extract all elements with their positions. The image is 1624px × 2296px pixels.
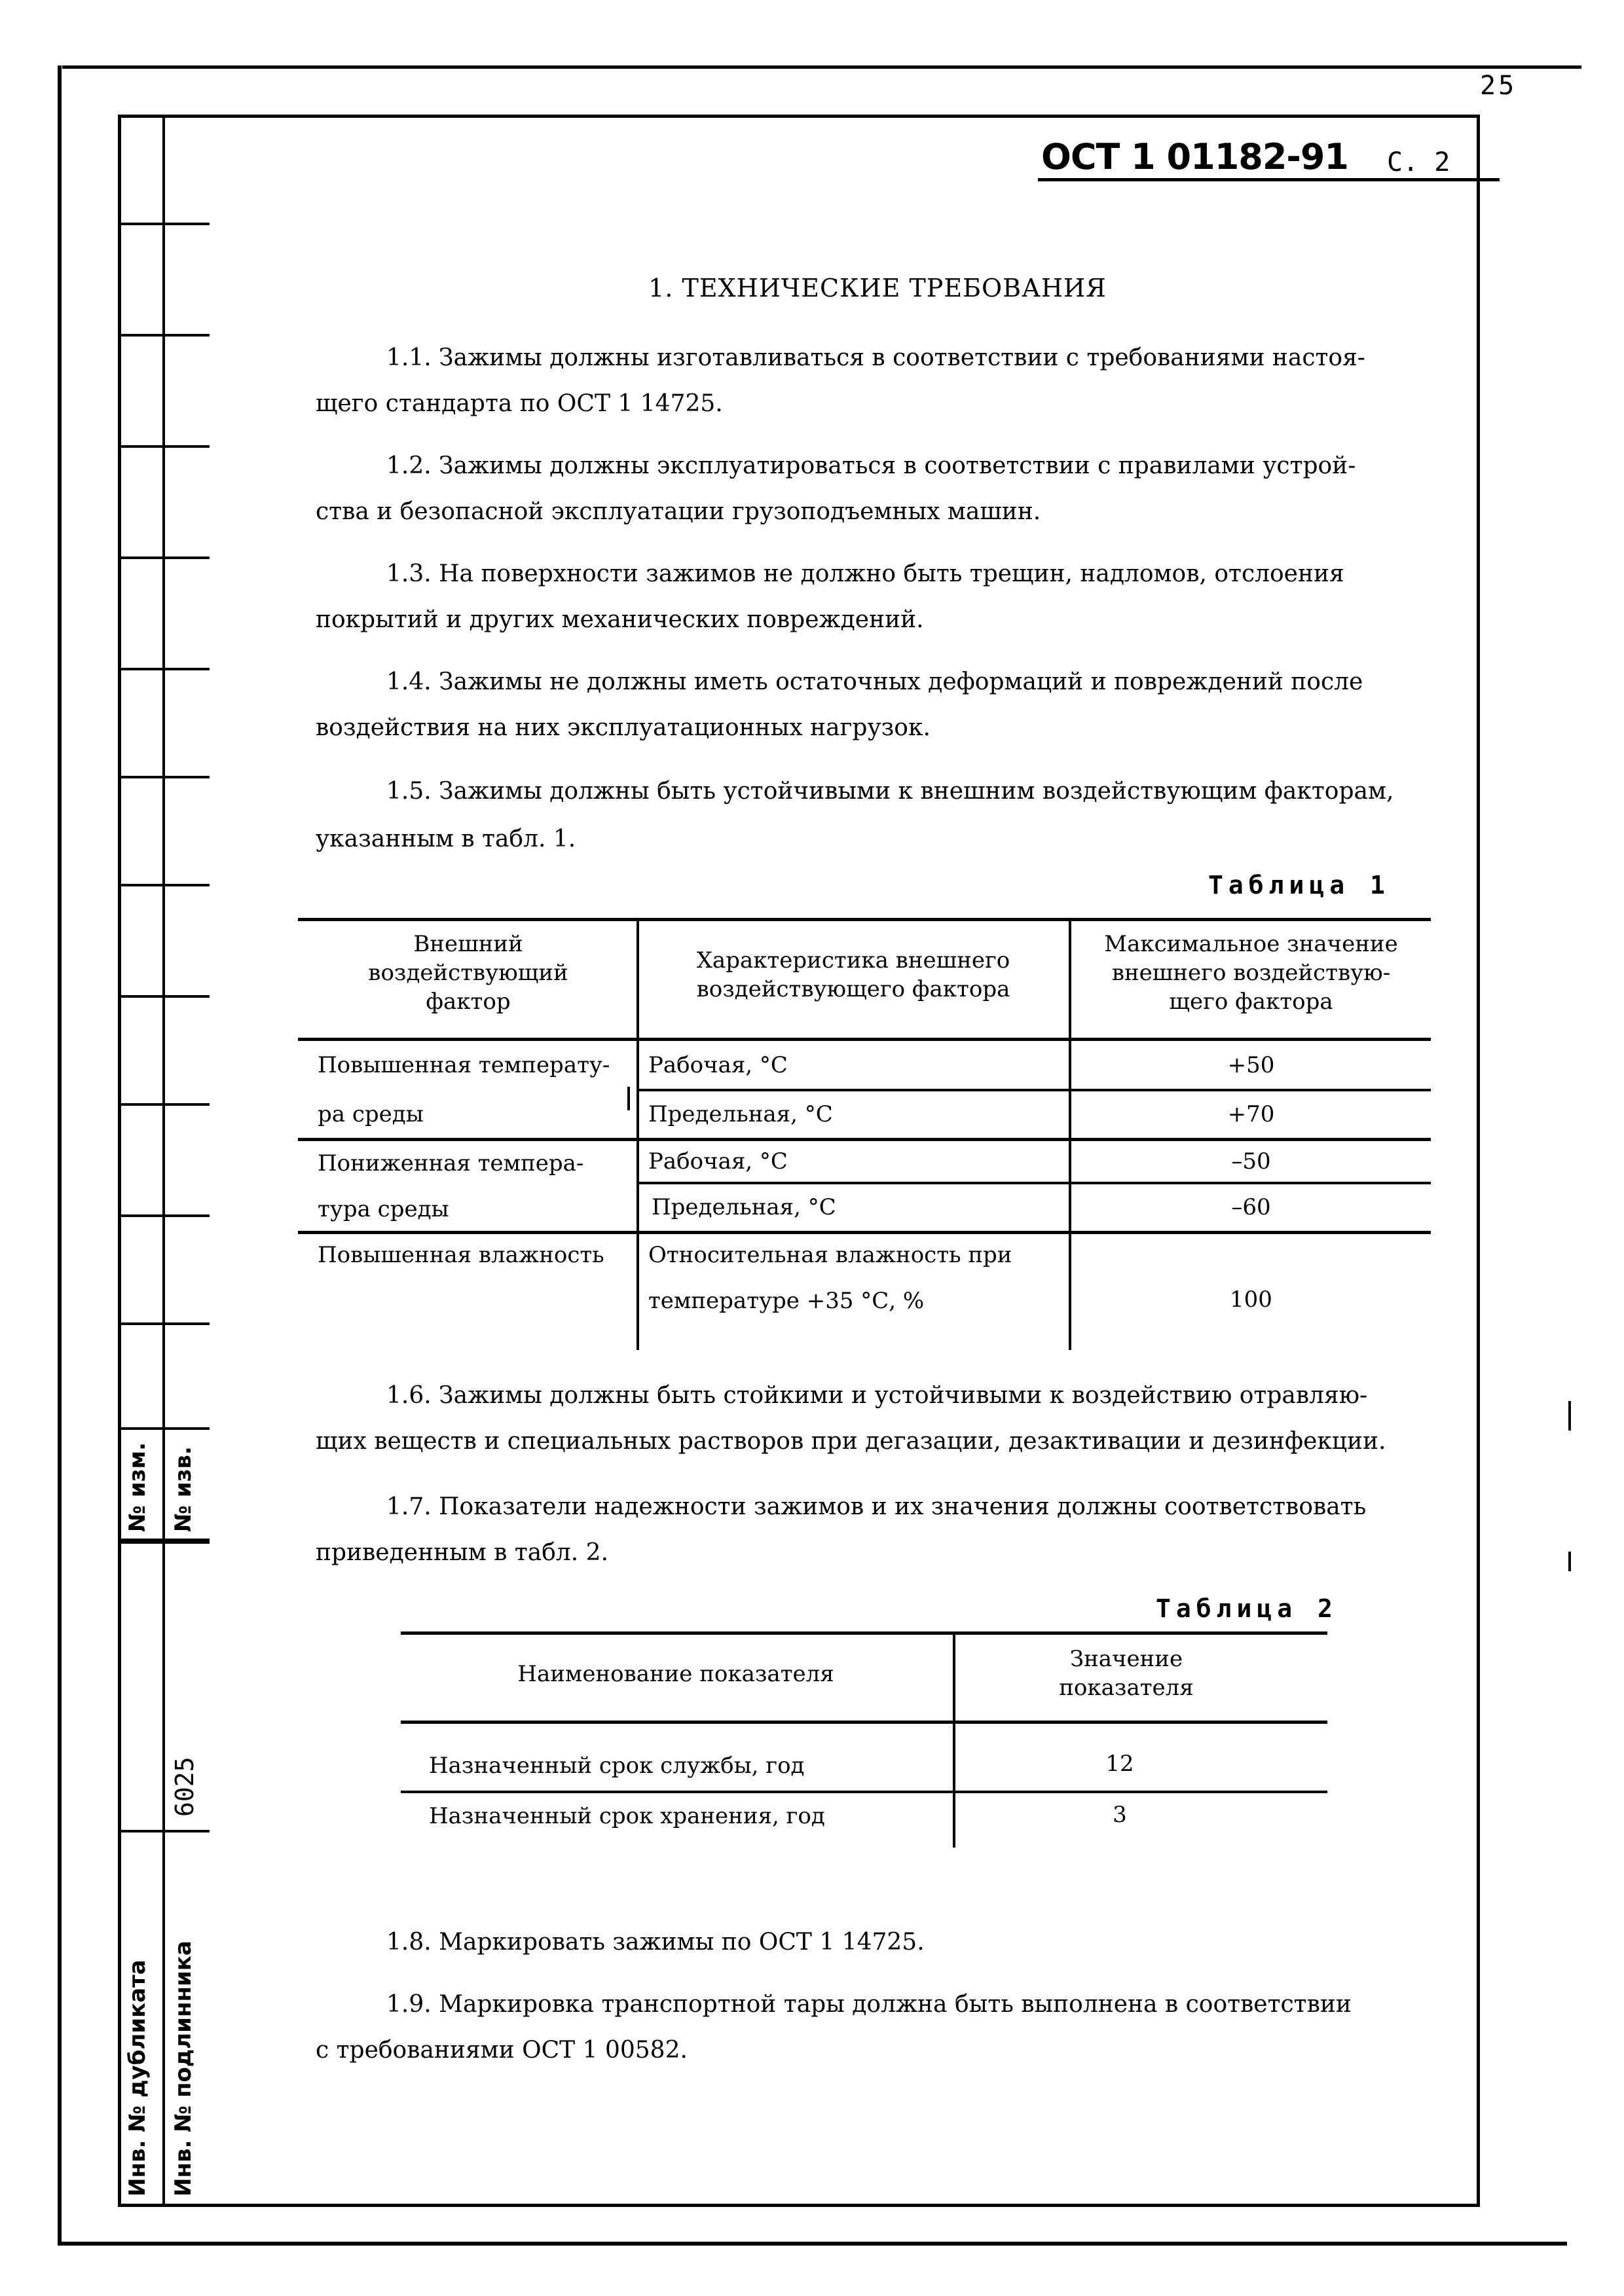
table2-col-rule — [953, 1631, 955, 1848]
doc-code: ОСТ 1 01182-91 — [1041, 136, 1348, 177]
t1-r3-char-l2: температуре +35 °С, % — [648, 1288, 925, 1314]
t2-header-value — [956, 1645, 1297, 1702]
table2-caption: Таблица 2 — [1156, 1594, 1338, 1623]
t1-header-factor-l3: фактор — [426, 989, 511, 1015]
para-1-3: 1.3. На поверхности зажимов не должно быть трещин, надломов, отслоения — [386, 560, 1344, 587]
stamp-row — [118, 884, 210, 886]
t1-header-max-l1: Максимальное значение — [1104, 931, 1398, 957]
t1-header-max-l2: внешнего воздействую- — [1111, 960, 1391, 986]
para-1-1-cont: щего стандарта по ОСТ 1 14725. — [316, 390, 723, 417]
table1-header-rule — [298, 1038, 1431, 1041]
header-underline — [1038, 178, 1500, 181]
stamp-row — [118, 556, 210, 559]
t1-r2-char1: Рабочая, °С — [648, 1148, 788, 1175]
para-1-4: 1.4. Зажимы не должны иметь остаточных деформаций и повреждений после — [386, 668, 1363, 695]
para-1-8: 1.8. Маркировать зажимы по ОСТ 1 14725. — [386, 1929, 925, 1956]
t1-header-char-l2: воздействующего фактора — [696, 976, 1010, 1002]
stamp-row — [118, 1103, 210, 1106]
para-1-6-cont: щих веществ и специальных растворов при дегазации, дезактивации и дезинфекции. — [316, 1428, 1386, 1455]
para-1-1: 1.1. Зажимы должны изготавливаться в соответствии с требованиями настоя- — [386, 344, 1365, 371]
para-1-9-cont: с требованиями ОСТ 1 00582. — [316, 2037, 688, 2064]
t1-r2-val1: –50 — [1231, 1148, 1271, 1175]
scan-mark — [1568, 1552, 1571, 1571]
outer-frame-bottom — [58, 2242, 1567, 2246]
stamp-row — [118, 334, 210, 337]
side-stamp — [118, 115, 210, 2207]
stamp-row — [118, 995, 210, 998]
page-label: С. 2 — [1387, 147, 1450, 177]
t2-header-value-l1: Значение — [1069, 1646, 1183, 1672]
t1-r1-factor-l1: Повышенная температу- — [318, 1052, 610, 1078]
t1-header-char-l1: Характеристика внешнего — [696, 947, 1010, 974]
para-1-2-cont: ства и безопасной эксплуатации грузоподъемных машин. — [316, 498, 1041, 525]
table1-col-rule — [1069, 918, 1071, 1350]
stamp-row — [118, 1214, 210, 1217]
t2-r1-name: Назначенный срок службы, год — [429, 1753, 805, 1779]
t2-r2-val: 3 — [1113, 1802, 1127, 1828]
para-1-4-cont: воздействия на них эксплуатационных нагрузок. — [316, 714, 931, 741]
t1-r2-val2: –60 — [1231, 1194, 1271, 1220]
t2-r1-val: 12 — [1105, 1751, 1134, 1777]
stamp-row — [118, 445, 210, 448]
t1-r2-char2: Предельная, °С — [652, 1194, 836, 1220]
t1-r1-char1: Рабочая, °С — [648, 1052, 788, 1078]
scan-mark — [1568, 1401, 1571, 1430]
t1-header-max-l3: щего фактора — [1169, 989, 1333, 1015]
para-1-2: 1.2. Зажимы должны эксплуатироваться в соответствии с правилами устрой- — [386, 452, 1356, 479]
table2-header-rule — [401, 1721, 1327, 1724]
table1-row-rule — [298, 1138, 1431, 1141]
stamp-dup: Инв. № дубликата — [124, 1959, 151, 2196]
t1-header-factor — [301, 930, 635, 1016]
scan-mark — [627, 1087, 630, 1110]
t1-header-char — [640, 946, 1066, 1004]
t2-header-name: Наименование показателя — [517, 1661, 834, 1687]
para-1-5: 1.5. Зажимы должны быть устойчивыми к внешним воздействующим факторам, — [386, 778, 1394, 805]
t2-header-value-l2: показателя — [1059, 1675, 1194, 1701]
t1-r1-val1: +50 — [1227, 1052, 1275, 1078]
table1-top-rule — [298, 918, 1431, 921]
t1-r3-char-l1: Относительная влажность при — [648, 1242, 1012, 1268]
t2-r2-name: Назначенный срок хранения, год — [429, 1803, 825, 1829]
t1-r1-factor-l2: ра среды — [318, 1101, 424, 1127]
table1-row-rule — [638, 1089, 1431, 1091]
section-title: 1. ТЕХНИЧЕСКИЕ ТРЕБОВАНИЯ — [648, 274, 1107, 302]
page-number: 25 — [1480, 71, 1517, 101]
table2-top-rule — [401, 1631, 1327, 1635]
outer-frame-left — [58, 65, 62, 2246]
stamp-row — [118, 1539, 210, 1544]
t1-header-factor-l1: Внешний — [413, 931, 523, 957]
para-1-9: 1.9. Маркировка транспортной тары должна быть выполнена в соответствии — [386, 1991, 1352, 2018]
t1-r3-factor: Повышенная влажность — [318, 1242, 604, 1268]
stamp-row — [118, 668, 210, 670]
t1-r1-val2: +70 — [1227, 1101, 1275, 1127]
table2-row-rule — [401, 1791, 1327, 1793]
stamp-row — [118, 1427, 210, 1430]
table1-row-rule — [298, 1231, 1431, 1234]
para-1-7: 1.7. Показатели надежности зажимов и их значения должны соответствовать — [386, 1493, 1367, 1520]
table1-row-rule — [638, 1182, 1431, 1184]
para-1-7-cont: приведенным в табл. 2. — [316, 1539, 609, 1566]
stamp-code: 6025 — [170, 1757, 199, 1817]
side-stamp-divider — [162, 115, 165, 2207]
stamp-izv: № изв. — [170, 1446, 196, 1532]
para-1-5-cont: указанным в табл. 1. — [316, 826, 576, 852]
stamp-orig: Инв. № подлинника — [170, 1941, 196, 2196]
stamp-row — [118, 1322, 210, 1325]
t1-r1-char2: Предельная, °С — [648, 1101, 833, 1127]
t1-header-factor-l2: воздействующий — [368, 960, 568, 986]
para-1-3-cont: покрытий и других механических повреждений. — [316, 606, 924, 633]
t1-r2-factor-l1: Пониженная темпера- — [318, 1150, 584, 1176]
stamp-row — [118, 1830, 210, 1832]
outer-frame-top — [62, 65, 1581, 69]
t1-r2-factor-l2: тура среды — [318, 1196, 449, 1222]
stamp-row — [118, 223, 210, 225]
stamp-izm: № изм. — [124, 1442, 151, 1532]
t1-header-max — [1073, 930, 1430, 1016]
para-1-6: 1.6. Зажимы должны быть стойкими и устойчивыми к воздействию отравляю- — [386, 1382, 1368, 1409]
t1-r3-val: 100 — [1230, 1286, 1272, 1313]
table1-caption: Таблица 1 — [1208, 871, 1390, 900]
table1-col-rule — [637, 918, 639, 1350]
stamp-row — [118, 776, 210, 778]
